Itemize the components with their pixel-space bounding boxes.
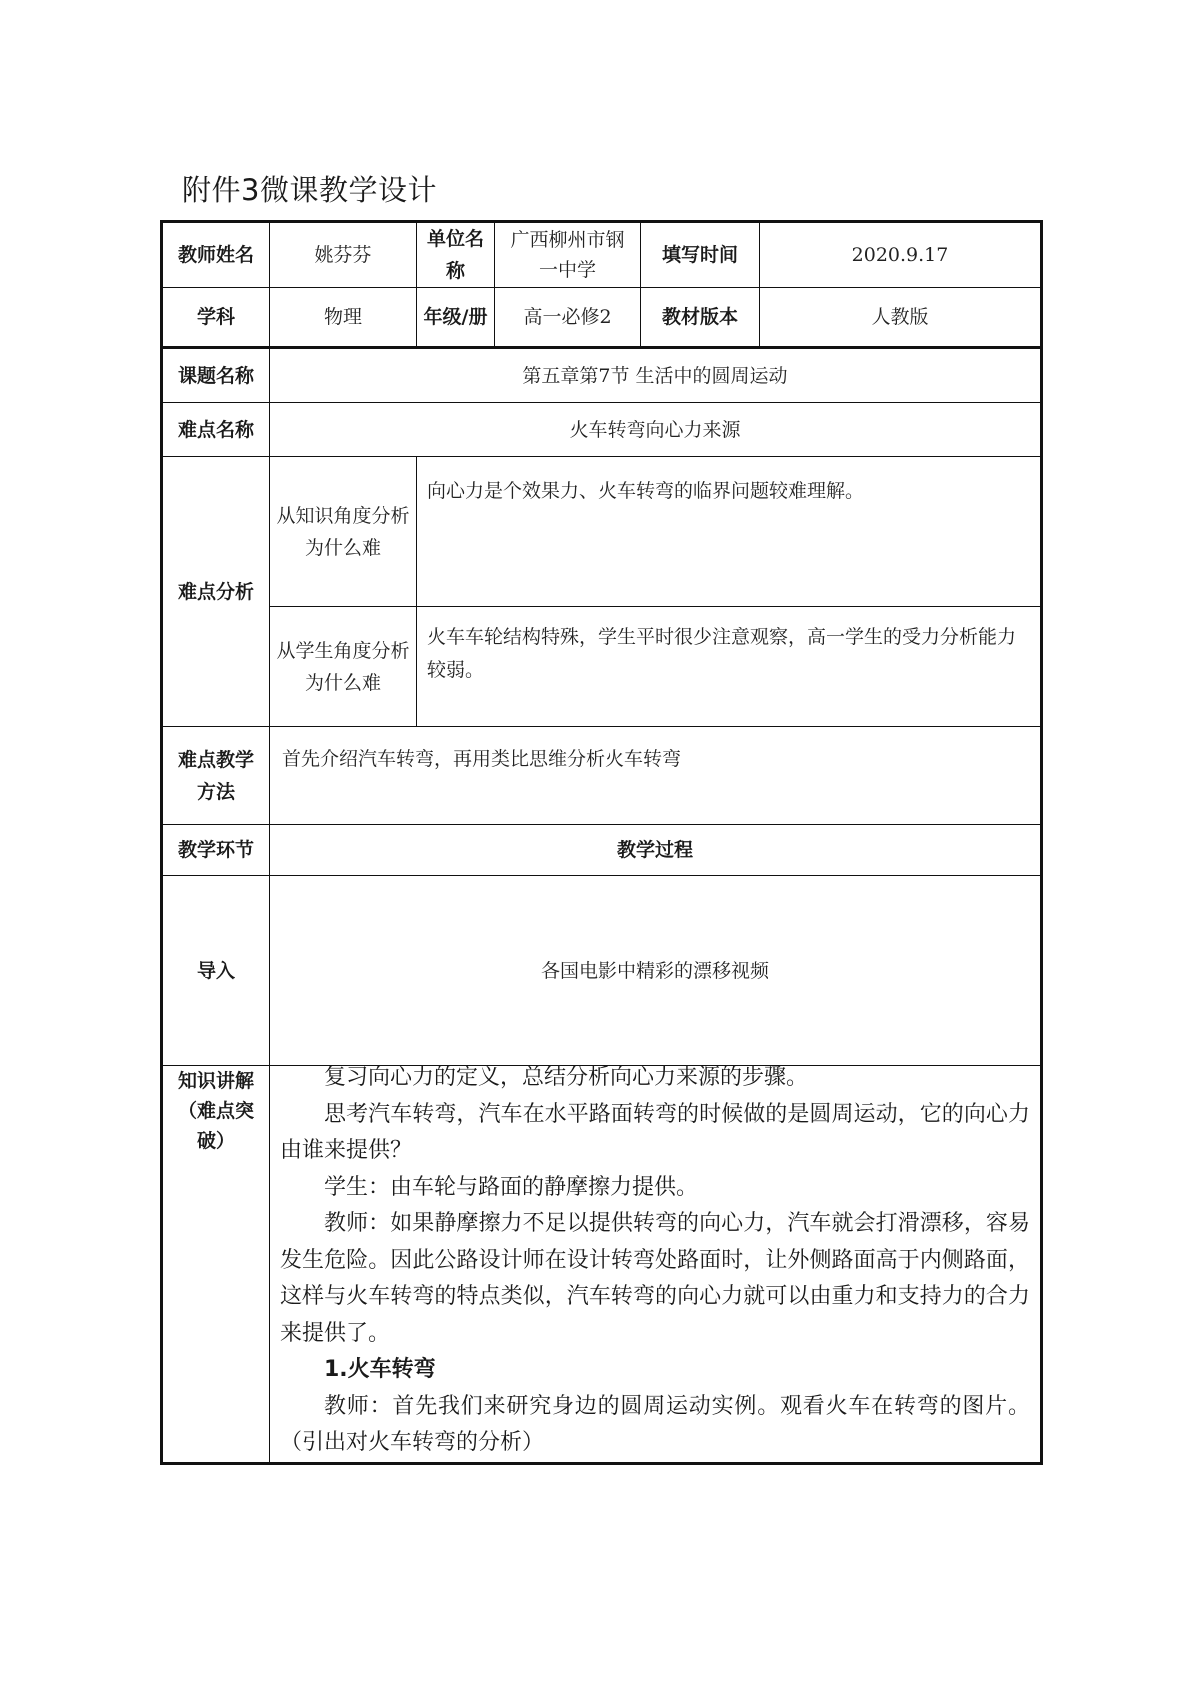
student-angle-text: 火车车轮结构特殊，学生平时很少注意观察，高一学生的受力分析能力较弱。 xyxy=(417,607,1042,727)
lecture-label: 知识讲解（难点突破） xyxy=(162,1066,270,1464)
lecture-paragraph: 教师：如果静摩擦力不足以提供转弯的向心力，汽车就会打滑漂移，容易发生危险。因此公路设计师在设计转弯处路面时，让外侧路面高于内侧路面，这样与火车转弯的特点类似，汽车转弯的向心力就可以由重力和支持力的合力来提供了。 xyxy=(280,1211,1030,1346)
date-label: 填写时间 xyxy=(641,222,760,288)
row-analysis-student xyxy=(162,607,1042,727)
lesson-design-table xyxy=(160,220,1043,1465)
unit-value: 广西柳州市钢一中学 xyxy=(495,222,641,288)
knowledge-angle-label: 从知识角度分析为什么难 xyxy=(270,457,417,607)
section-heading: 1.火车转弯 xyxy=(324,1357,436,1382)
unit-label: 单位名称 xyxy=(417,222,495,288)
document-title: 附件3微课教学设计 xyxy=(182,173,437,207)
teacher-value: 姚芬芬 xyxy=(270,222,417,288)
row-topic xyxy=(162,348,1042,403)
grade-label: 年级/册 xyxy=(417,288,495,348)
method-text: 首先介绍汽车转弯，再用类比思维分析火车转弯 xyxy=(270,727,1042,825)
lecture-content xyxy=(270,1066,1042,1464)
row-analysis-knowledge xyxy=(162,457,1042,607)
subject-value: 物理 xyxy=(270,288,417,348)
edition-label: 教材版本 xyxy=(641,288,760,348)
lecture-paragraph: 思考汽车转弯，汽车在水平路面转弯的时候做的是圆周运动，它的向心力由谁来提供？ xyxy=(280,1101,1030,1163)
student-angle-label: 从学生角度分析为什么难 xyxy=(270,607,417,727)
subject-label: 学科 xyxy=(162,288,270,348)
topic-label: 课题名称 xyxy=(162,348,270,403)
process-label: 教学过程 xyxy=(270,825,1042,876)
teacher-label: 教师姓名 xyxy=(162,222,270,288)
date-value: 2020.9.17 xyxy=(760,222,1042,288)
topic-value: 第五章第7节 生活中的圆周运动 xyxy=(270,348,1042,403)
row-process-header xyxy=(162,825,1042,876)
analysis-label: 难点分析 xyxy=(162,457,270,727)
intro-label: 导入 xyxy=(162,876,270,1066)
lecture-paragraph: 复习向心力的定义，总结分析向心力来源的步骤。 xyxy=(324,1065,809,1090)
lecture-paragraph: 教师：首先我们来研究身边的圆周运动实例。观看火车在转弯的图片。（引出对火车转弯的分析） xyxy=(280,1393,1030,1455)
row-intro xyxy=(162,876,1042,1066)
row-subject xyxy=(162,288,1042,348)
stage-label: 教学环节 xyxy=(162,825,270,876)
difficulty-label: 难点名称 xyxy=(162,403,270,457)
row-teacher xyxy=(162,222,1042,288)
row-method xyxy=(162,727,1042,825)
grade-value: 高一必修2 xyxy=(495,288,641,348)
edition-value: 人教版 xyxy=(760,288,1042,348)
row-difficulty xyxy=(162,403,1042,457)
intro-text: 各国电影中精彩的漂移视频 xyxy=(270,876,1042,1066)
method-label: 难点教学方法 xyxy=(162,727,270,825)
row-lecture xyxy=(162,1066,1042,1464)
difficulty-value: 火车转弯向心力来源 xyxy=(270,403,1042,457)
lecture-paragraph: 学生：由车轮与路面的静摩擦力提供。 xyxy=(324,1174,699,1200)
knowledge-angle-text: 向心力是个效果力、火车转弯的临界问题较难理解。 xyxy=(417,457,1042,607)
